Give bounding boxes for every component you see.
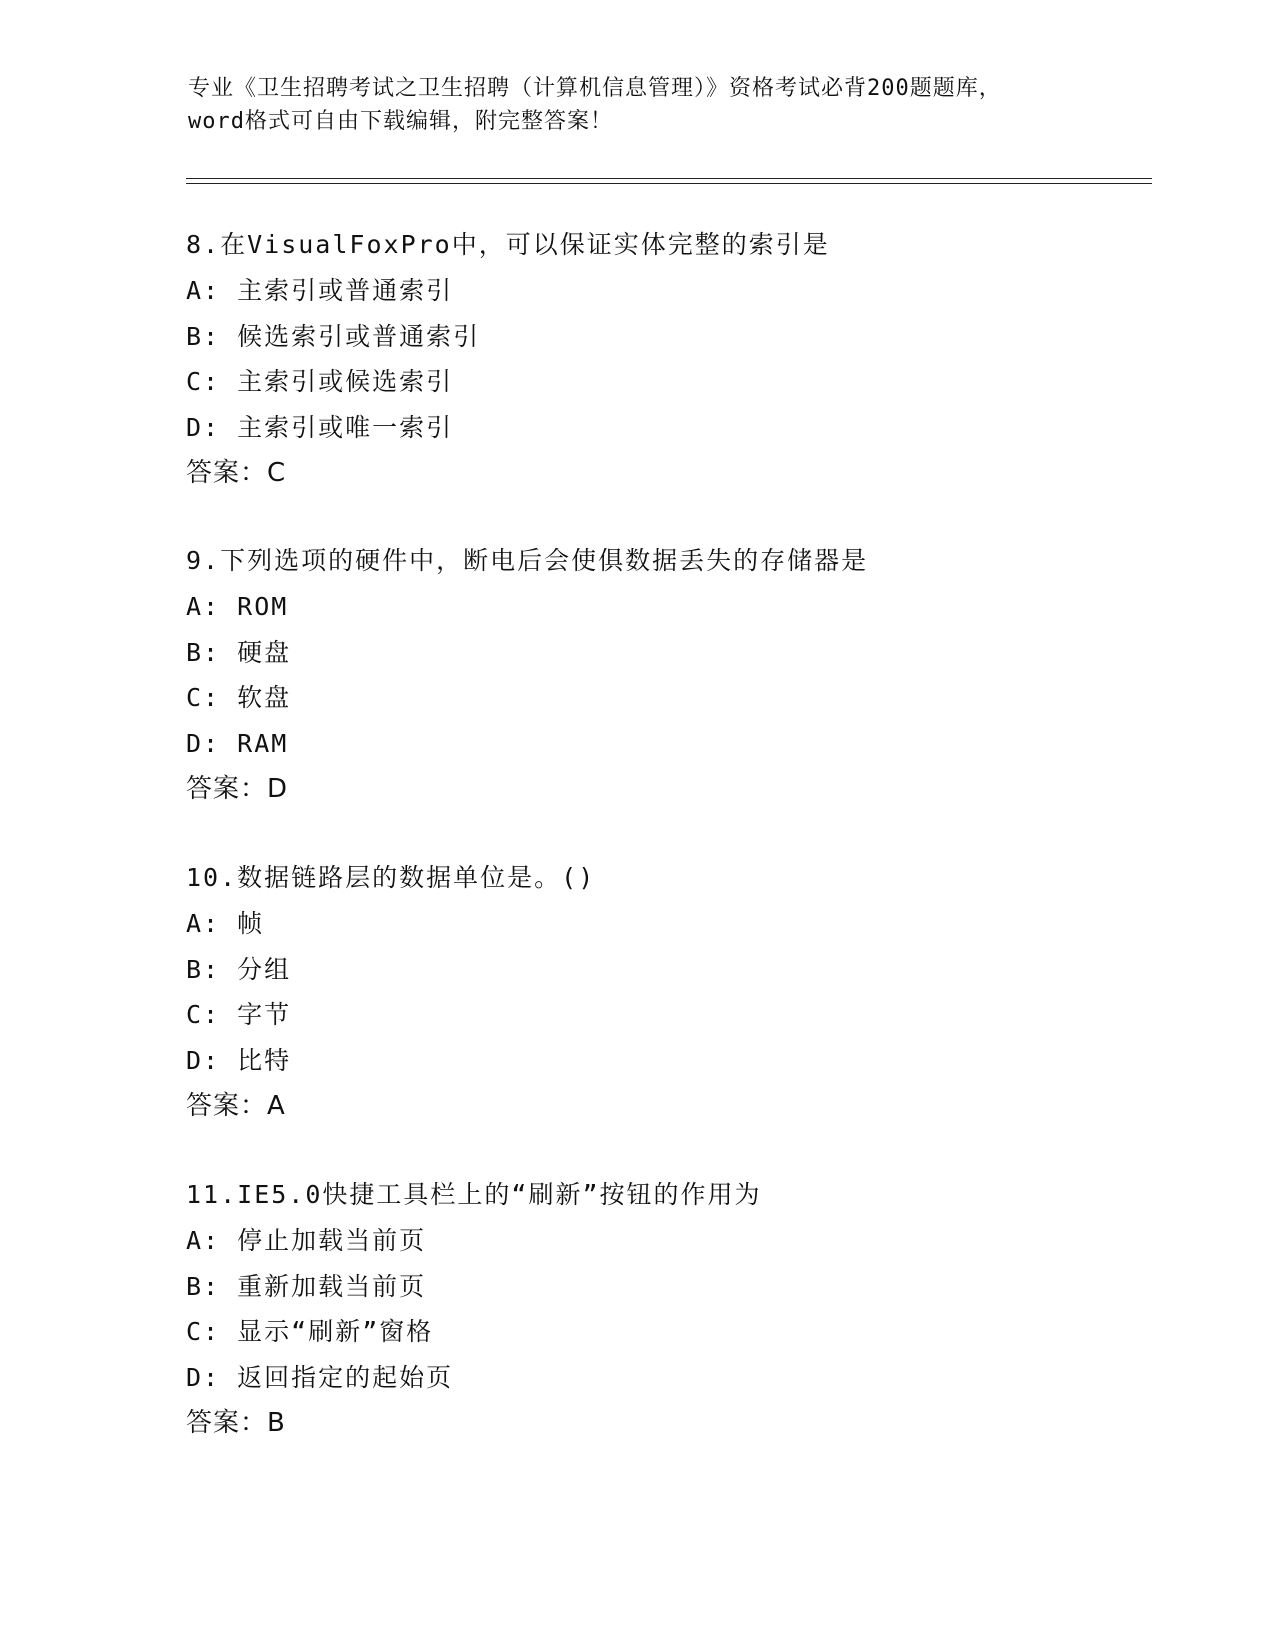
- answer-text: 答案：B: [186, 1408, 286, 1438]
- answer-text: 答案：D: [186, 774, 289, 804]
- option-c: C: 字节: [186, 1000, 292, 1029]
- question-block: [186, 229, 1166, 503]
- header-divider: [186, 178, 1152, 184]
- option-b: B: 重新加载当前页: [186, 1271, 427, 1301]
- option-a: A: 停止加载当前页: [186, 1226, 427, 1255]
- option-a: A: 帧: [186, 909, 265, 938]
- question-title: 9.下列选项的硬件中，断电后会使俱数据丢失的存储器是: [186, 546, 869, 575]
- question-block: [186, 545, 1166, 819]
- header-line-2: word格式可自由下载编辑，附完整答案！: [188, 109, 613, 134]
- option-c: C: 主索引或候选索引: [186, 367, 454, 396]
- question-block: [186, 1179, 1166, 1453]
- option-a: A: ROM: [186, 592, 289, 621]
- question-title: 10.数据链路层的数据单位是。(): [186, 863, 596, 892]
- option-a: A: 主索引或普通索引: [186, 276, 454, 305]
- header-line-1: 专业《卫生招聘考试之卫生招聘（计算机信息管理）》资格考试必背200题题库，: [188, 76, 1002, 101]
- option-d: D: 主索引或唯一索引: [186, 412, 454, 442]
- option-d: D: 返回指定的起始页: [186, 1362, 454, 1392]
- option-b: B: 硬盘: [186, 637, 292, 667]
- option-c: C: 显示“刷新”窗格: [186, 1317, 434, 1346]
- answer-text: 答案：A: [186, 1091, 286, 1121]
- option-b: B: 候选索引或普通索引: [186, 321, 481, 351]
- question-title: 11.IE5.0快捷工具栏上的“刷新”按钮的作用为: [186, 1180, 762, 1209]
- option-d: D: RAM: [186, 728, 289, 758]
- document-header: [188, 72, 1088, 138]
- answer-text: 答案：C: [186, 458, 287, 488]
- question-block: [186, 862, 1166, 1136]
- option-c: C: 软盘: [186, 683, 292, 712]
- option-d: D: 比特: [186, 1045, 292, 1075]
- option-b: B: 分组: [186, 954, 292, 984]
- question-title: 8.在VisualFoxPro中，可以保证实体完整的索引是: [186, 230, 830, 259]
